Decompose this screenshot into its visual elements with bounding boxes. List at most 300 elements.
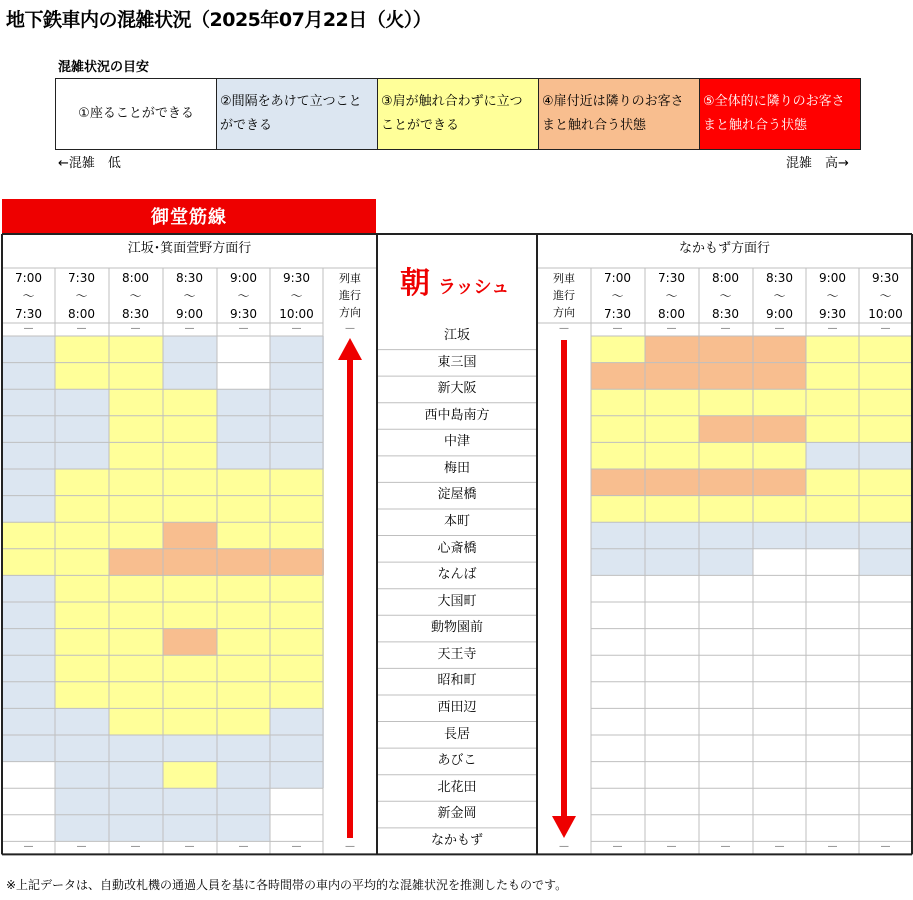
right-cell — [699, 682, 753, 709]
right-cell — [699, 575, 753, 602]
right-time-slot-line: 8:30 — [766, 271, 793, 285]
left-time-slot-header — [109, 269, 162, 323]
right-time-slot-line: ～ — [826, 289, 839, 303]
left-cell — [109, 575, 163, 602]
right-cell — [591, 788, 645, 815]
left-dash-top: — — [23, 323, 34, 334]
right-cell — [699, 496, 753, 523]
left-cell — [55, 522, 109, 549]
left-cell — [2, 549, 56, 576]
left-cell — [109, 629, 163, 656]
left-cell — [2, 522, 56, 549]
right-cell — [591, 389, 645, 416]
right-time-slot-line: 7:30 — [604, 307, 631, 321]
left-cell — [55, 363, 109, 390]
right-dash-bottom: — — [612, 841, 623, 853]
up-arrow-head — [338, 338, 362, 360]
left-cell — [2, 788, 56, 815]
right-cell — [859, 416, 913, 443]
left-cell — [217, 602, 271, 629]
left-cell — [270, 708, 324, 735]
left-cell — [217, 575, 271, 602]
left-dash-top: — — [184, 323, 195, 334]
right-time-slot-line: 7:00 — [604, 271, 631, 285]
right-cell — [859, 389, 913, 416]
left-cell — [163, 735, 217, 762]
left-dash-top: — — [130, 323, 141, 334]
left-cell — [163, 363, 217, 390]
right-cell — [753, 469, 807, 496]
right-cell — [591, 629, 645, 656]
right-cell — [699, 336, 753, 363]
station-name: 淀屋橋 — [437, 487, 477, 503]
left-cell — [109, 549, 163, 576]
left-cell — [109, 788, 163, 815]
left-cell — [2, 469, 56, 496]
left-cell — [55, 815, 109, 842]
left-cell — [163, 549, 217, 576]
left-cell — [270, 336, 324, 363]
right-time-slot-header — [699, 269, 752, 323]
left-cell — [270, 389, 324, 416]
right-direction-column-line: 列車 — [553, 272, 575, 285]
right-cell — [699, 469, 753, 496]
left-cell — [55, 389, 109, 416]
right-cell — [699, 602, 753, 629]
left-cell — [2, 336, 56, 363]
left-cell — [109, 655, 163, 682]
left-cell — [163, 788, 217, 815]
left-cell — [2, 629, 56, 656]
left-direction-column-line: 列車 — [339, 272, 361, 285]
right-time-slot-line: 9:00 — [766, 307, 793, 321]
legend-level-4-label: ④扉付近は隣りのお客さまと触れ合う状態 — [542, 94, 684, 133]
left-cell — [109, 442, 163, 469]
right-dir-dash-bottom: — — [559, 841, 569, 853]
left-cell — [163, 655, 217, 682]
right-cell — [753, 336, 807, 363]
right-cell — [806, 708, 860, 735]
right-cell — [591, 549, 645, 576]
right-cell — [859, 788, 913, 815]
right-cell — [645, 389, 699, 416]
right-cell — [699, 762, 753, 789]
right-cell — [699, 442, 753, 469]
right-dash-top: — — [774, 323, 785, 334]
right-dash-bottom: — — [774, 841, 785, 853]
left-cell — [217, 442, 271, 469]
right-cell — [806, 442, 860, 469]
right-cell — [806, 815, 860, 842]
right-cell — [699, 389, 753, 416]
left-cell — [270, 575, 324, 602]
station-name: なんば — [437, 567, 477, 583]
right-cell — [699, 522, 753, 549]
right-time-slot-line: ～ — [773, 289, 786, 303]
left-cell — [109, 363, 163, 390]
left-cell — [163, 389, 217, 416]
right-dir-dash-top: — — [559, 323, 569, 334]
right-cell — [699, 708, 753, 735]
right-cell — [645, 336, 699, 363]
left-cell — [163, 815, 217, 842]
right-cell — [591, 655, 645, 682]
left-time-slot-line: 9:30 — [230, 307, 257, 321]
left-cell — [55, 708, 109, 735]
left-cell — [109, 708, 163, 735]
right-time-slot-line: 9:30 — [872, 271, 899, 285]
right-direction-column-line: 進行 — [553, 289, 575, 302]
legend-high-label: 混雑 高→ — [786, 156, 849, 171]
right-cell — [753, 389, 807, 416]
station-name: 心斎橋 — [437, 540, 477, 556]
right-cell — [806, 416, 860, 443]
left-cell — [217, 336, 271, 363]
left-cell — [163, 336, 217, 363]
right-cell — [859, 575, 913, 602]
right-cell — [699, 629, 753, 656]
left-time-slot-line: ～ — [75, 289, 88, 303]
rush-label — [400, 258, 509, 302]
right-cell — [753, 788, 807, 815]
left-direction-header: 江坂･箕面萱野方面行 — [127, 241, 252, 256]
left-direction-column-line: 方向 — [339, 306, 361, 319]
right-time-slot-header — [645, 269, 698, 323]
left-cell — [163, 682, 217, 709]
right-dash-bottom: — — [827, 841, 838, 853]
right-cell — [591, 735, 645, 762]
right-cell — [753, 708, 807, 735]
right-cell — [859, 469, 913, 496]
right-cell — [753, 363, 807, 390]
left-dash-bottom: — — [23, 841, 34, 853]
station-name: 昭和町 — [437, 673, 477, 689]
left-cell — [270, 762, 324, 789]
right-cell — [591, 815, 645, 842]
right-cell — [753, 416, 807, 443]
right-cell — [645, 575, 699, 602]
right-cell — [806, 389, 860, 416]
left-time-slot-line: ～ — [237, 289, 250, 303]
right-cell — [806, 522, 860, 549]
left-time-slot-line: 8:30 — [122, 307, 149, 321]
right-time-slot-line: 8:00 — [658, 307, 685, 321]
left-cell — [217, 682, 271, 709]
left-cell — [109, 389, 163, 416]
legend-low-label: ←混雑 低 — [58, 156, 121, 171]
right-cell — [753, 602, 807, 629]
left-cell — [55, 416, 109, 443]
right-cell — [753, 549, 807, 576]
station-name: 長居 — [443, 726, 470, 742]
right-dash-top: — — [827, 323, 838, 334]
right-cell — [699, 788, 753, 815]
right-cell — [753, 735, 807, 762]
left-cell — [2, 363, 56, 390]
right-dash-top: — — [720, 323, 731, 334]
left-cell — [109, 682, 163, 709]
left-cell — [270, 655, 324, 682]
right-cell — [806, 549, 860, 576]
right-cell — [645, 682, 699, 709]
right-cell — [859, 735, 913, 762]
left-dash-bottom: — — [238, 841, 249, 853]
left-cell — [163, 602, 217, 629]
right-cell — [859, 762, 913, 789]
station-name: 中津 — [443, 434, 470, 450]
right-time-slot-line: 8:00 — [712, 271, 739, 285]
right-cell — [859, 815, 913, 842]
right-dash-bottom: — — [720, 841, 731, 853]
left-cell — [270, 815, 324, 842]
left-cell — [217, 389, 271, 416]
right-cell — [645, 735, 699, 762]
right-cell — [806, 762, 860, 789]
right-cell — [645, 629, 699, 656]
left-cell — [55, 655, 109, 682]
right-cell — [591, 762, 645, 789]
station-name: 梅田 — [443, 460, 470, 476]
right-cell — [591, 363, 645, 390]
right-cell — [645, 469, 699, 496]
left-cell — [270, 496, 324, 523]
right-cell — [699, 549, 753, 576]
right-cell — [753, 762, 807, 789]
left-cell — [2, 575, 56, 602]
left-time-slot-line: 7:00 — [15, 271, 42, 285]
left-cell — [217, 655, 271, 682]
legend-level-1-label: ①座ることができる — [78, 106, 194, 121]
left-time-slot-line: 9:30 — [283, 271, 310, 285]
legend-heading: 混雑状況の目安 — [58, 60, 150, 75]
right-cell — [806, 682, 860, 709]
right-cell — [753, 682, 807, 709]
left-cell — [217, 788, 271, 815]
left-cell — [217, 469, 271, 496]
right-cell — [753, 496, 807, 523]
left-time-slot-line: ～ — [290, 289, 303, 303]
right-cell — [591, 469, 645, 496]
right-time-slot-line: 8:30 — [712, 307, 739, 321]
left-time-slot-line: 8:00 — [68, 307, 95, 321]
right-cell — [699, 815, 753, 842]
legend-level-3-label: ③肩が触れ合わずに立つことができる — [381, 94, 523, 133]
line-name-banner: 御堂筋線 — [2, 199, 376, 233]
right-dash-bottom: — — [666, 841, 677, 853]
left-dash-bottom: — — [130, 841, 141, 853]
left-cell — [55, 602, 109, 629]
right-cell — [806, 363, 860, 390]
right-cell — [645, 522, 699, 549]
left-time-slot-line: 8:00 — [122, 271, 149, 285]
legend-level-5-label: ⑤全体的に隣りのお客さまと触れ合う状態 — [703, 94, 845, 133]
left-cell — [2, 442, 56, 469]
left-dash-top: — — [76, 323, 87, 334]
right-direction-header: なかもず方面行 — [678, 241, 770, 256]
left-cell — [109, 496, 163, 523]
right-time-slot-header — [806, 269, 859, 323]
right-time-slot-header — [753, 269, 806, 323]
left-cell — [2, 416, 56, 443]
left-time-slot-header — [270, 269, 323, 323]
right-cell — [859, 602, 913, 629]
station-name: 天王寺 — [437, 646, 477, 662]
left-cell — [55, 469, 109, 496]
right-time-slot-line: ～ — [719, 289, 732, 303]
right-cell — [806, 336, 860, 363]
right-cell — [591, 522, 645, 549]
right-cell — [645, 788, 699, 815]
left-dash-bottom: — — [76, 841, 87, 853]
right-cell — [806, 655, 860, 682]
left-cell — [217, 496, 271, 523]
left-cell — [163, 708, 217, 735]
right-cell — [591, 336, 645, 363]
right-cell — [591, 496, 645, 523]
left-cell — [2, 389, 56, 416]
left-cell — [163, 522, 217, 549]
right-cell — [806, 469, 860, 496]
right-cell — [806, 496, 860, 523]
left-cell — [55, 442, 109, 469]
left-cell — [217, 629, 271, 656]
right-cell — [859, 496, 913, 523]
left-cell — [55, 336, 109, 363]
left-cell — [109, 735, 163, 762]
right-time-slot-line: 10:00 — [868, 307, 903, 321]
right-cell — [753, 575, 807, 602]
left-cell — [217, 522, 271, 549]
left-cell — [55, 549, 109, 576]
left-direction-column-header — [323, 270, 377, 321]
left-time-slot-line: ～ — [22, 289, 35, 303]
right-time-slot-line: 7:30 — [658, 271, 685, 285]
left-cell — [2, 815, 56, 842]
right-cell — [591, 575, 645, 602]
left-cell — [217, 549, 271, 576]
left-cell — [2, 762, 56, 789]
right-cell — [645, 762, 699, 789]
left-time-slot-line: 9:00 — [230, 271, 257, 285]
left-dash-bottom: — — [291, 841, 302, 853]
right-cell — [806, 602, 860, 629]
left-cell — [55, 682, 109, 709]
up-arrow-shaft — [347, 354, 353, 838]
left-cell — [109, 469, 163, 496]
right-cell — [645, 815, 699, 842]
station-name: なかもず — [430, 832, 483, 848]
right-time-slot-line: ～ — [665, 289, 678, 303]
right-time-slot-line: ～ — [611, 289, 624, 303]
station-name: 新金岡 — [437, 806, 477, 822]
left-time-slot-line: 9:00 — [176, 307, 203, 321]
left-cell — [55, 575, 109, 602]
left-cell — [163, 496, 217, 523]
left-cell — [163, 629, 217, 656]
right-dash-top: — — [666, 323, 677, 334]
left-cell — [55, 788, 109, 815]
right-cell — [699, 363, 753, 390]
left-cell — [55, 496, 109, 523]
right-time-slot-header — [591, 269, 644, 323]
right-cell — [859, 522, 913, 549]
left-time-slot-header — [55, 269, 108, 323]
right-cell — [859, 655, 913, 682]
left-time-slot-line: 8:30 — [176, 271, 203, 285]
footnote: ※上記データは、自動改札機の通過人員を基に各時間帯の車内の平均的な混雑状況を推測したものです。 — [6, 878, 568, 892]
left-cell — [270, 469, 324, 496]
right-direction-column-header — [537, 270, 591, 321]
left-direction-column-line: 進行 — [339, 289, 361, 302]
page-title: 地下鉄車内の混雑状況（2025年07月22日（火）） — [6, 9, 432, 31]
left-cell — [2, 655, 56, 682]
left-cell — [2, 735, 56, 762]
left-cell — [2, 602, 56, 629]
left-cell — [109, 522, 163, 549]
left-cell — [55, 629, 109, 656]
left-cell — [109, 762, 163, 789]
right-cell — [753, 655, 807, 682]
right-dash-top: — — [612, 323, 623, 334]
left-cell — [270, 522, 324, 549]
left-dash-bottom: — — [184, 841, 195, 853]
right-cell — [859, 708, 913, 735]
right-cell — [699, 735, 753, 762]
right-cell — [753, 522, 807, 549]
right-cell — [645, 655, 699, 682]
right-cell — [859, 336, 913, 363]
right-time-slot-line: 9:00 — [819, 271, 846, 285]
right-cell — [591, 602, 645, 629]
station-name: あびこ — [437, 753, 477, 769]
left-cell — [109, 336, 163, 363]
right-cell — [699, 655, 753, 682]
right-cell — [645, 549, 699, 576]
left-cell — [270, 416, 324, 443]
right-cell — [591, 442, 645, 469]
down-arrow-shaft — [561, 340, 567, 822]
right-cell — [591, 416, 645, 443]
left-cell — [55, 762, 109, 789]
station-name: 西中島南方 — [424, 407, 490, 423]
right-cell — [645, 416, 699, 443]
left-cell — [163, 442, 217, 469]
left-cell — [217, 735, 271, 762]
left-cell — [163, 762, 217, 789]
right-cell — [645, 363, 699, 390]
left-cell — [217, 815, 271, 842]
left-time-slot-header — [2, 269, 55, 323]
right-cell — [645, 708, 699, 735]
left-cell — [270, 363, 324, 390]
left-cell — [109, 416, 163, 443]
right-dash-bottom: — — [880, 841, 891, 853]
right-cell — [859, 363, 913, 390]
left-time-slot-line: 7:30 — [68, 271, 95, 285]
right-cell — [806, 629, 860, 656]
right-cell — [645, 442, 699, 469]
right-cell — [806, 735, 860, 762]
right-time-slot-line: ～ — [879, 289, 892, 303]
left-cell — [270, 442, 324, 469]
right-cell — [806, 788, 860, 815]
legend-level-2-label: ②間隔をあけて立つことができる — [220, 94, 362, 133]
left-cell — [163, 575, 217, 602]
station-name: 新大阪 — [437, 381, 477, 397]
left-dash-top: — — [291, 323, 302, 334]
left-cell — [55, 735, 109, 762]
left-cell — [270, 549, 324, 576]
